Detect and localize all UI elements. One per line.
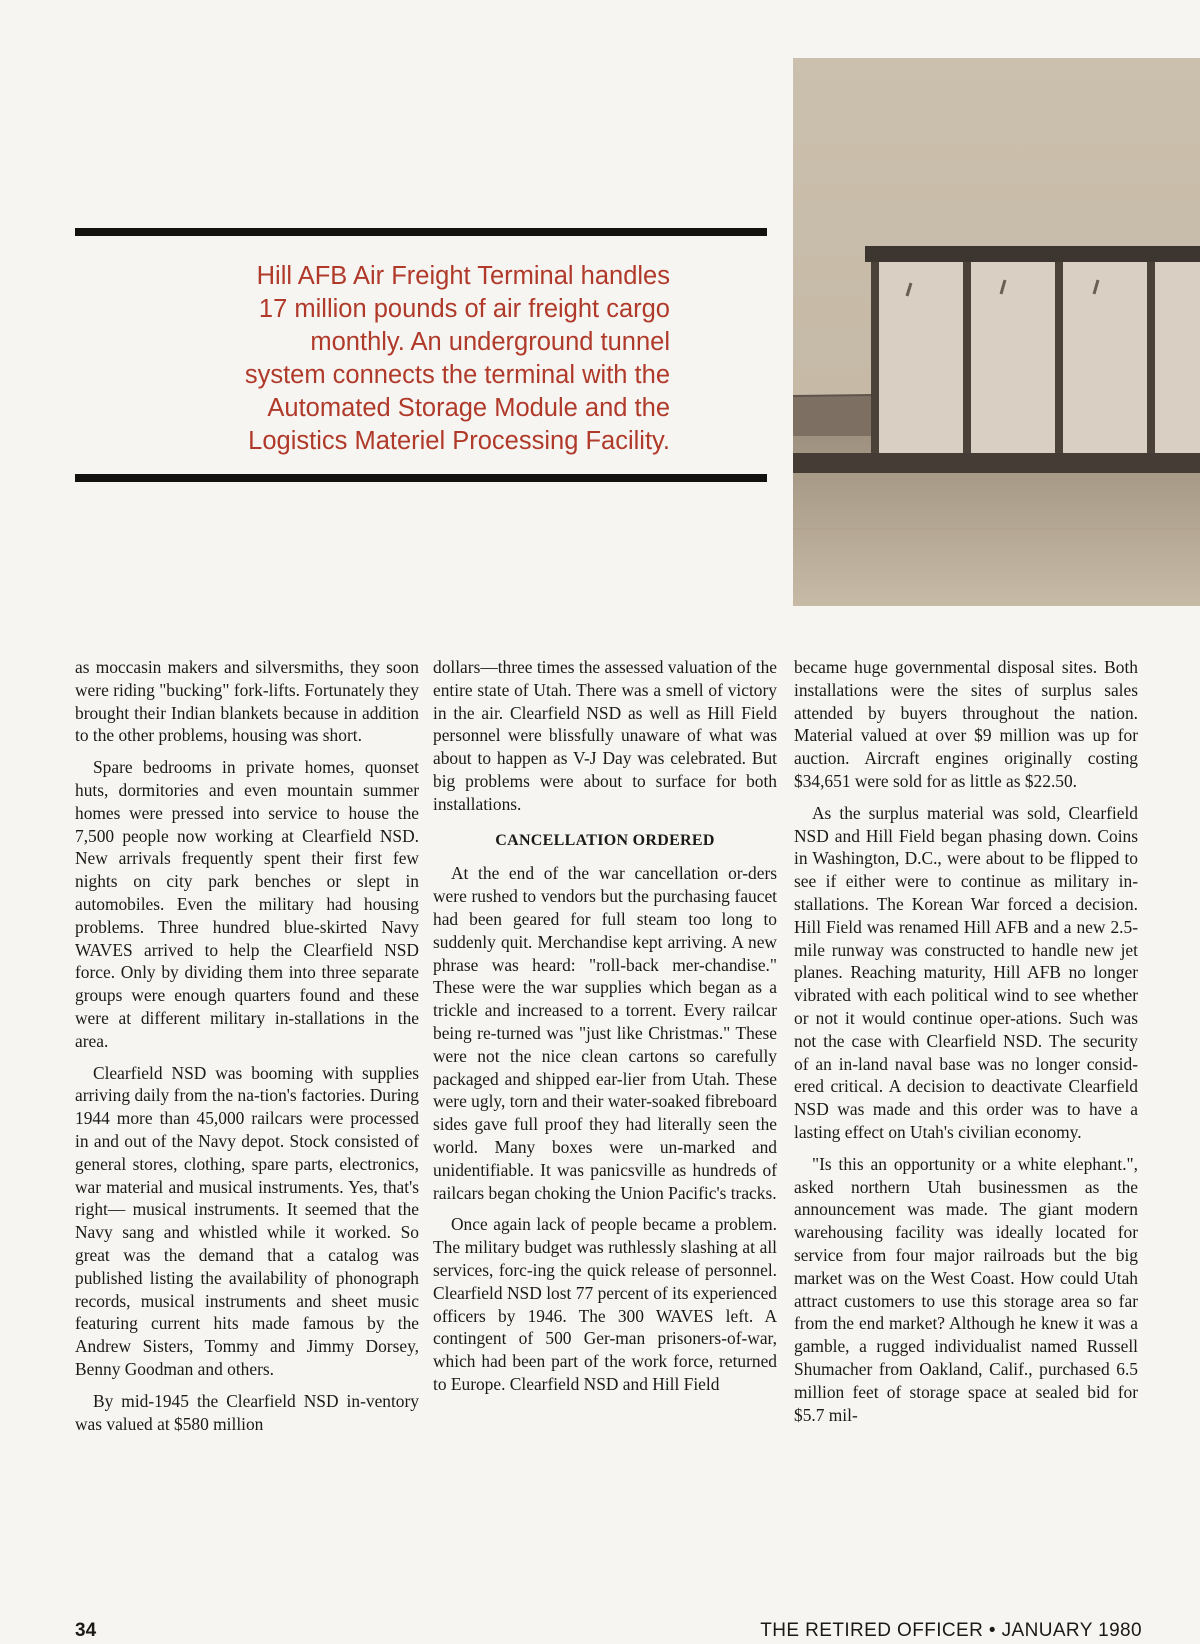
callout-quote — [110, 260, 670, 458]
callout-line: Logistics Materiel Processing Facility. — [248, 427, 670, 455]
callout-line: 17 million pounds of air freight cargo — [258, 295, 670, 323]
paragraph: Once again lack of people became a problem. The military budget was ruthlessly slashing at all services, forc-ing the quick release of personnel. Clearfield NSD lost 77 percent of its experienced officers by 1946. The 300 WAVES left. A contingent of 500 Ger-man prisoners-of-war, which had been part of the work force, returned to Europe. Clearfield NSD and Hill Field — [433, 1214, 777, 1394]
page-footer — [75, 1620, 1142, 1644]
paragraph: Spare bedrooms in private homes, quonset huts, dormitories and even mountain summer homes were pressed into service to house the 7,500 people now working at Clearfield NSD. New arrivals frequently spent their first few nights on city park benches or slept in automobiles. Even the military had housing problems. Three hundred blue-skirted Navy WAVES arrived to help the Clearfield NSD force. Only by dividing them into three separate groups were enough quarters found and these were at different military in-stallations in the area. — [75, 757, 419, 1051]
callout-line: Automated Storage Module and the — [267, 394, 670, 422]
article-column-1 — [75, 656, 419, 1444]
article-column-3 — [794, 656, 1138, 1435]
paragraph: "Is this an opportunity or a white elephant.", asked northern Utah businessmen as the announcement was made. The giant modern warehousing facility was ideally located for service from four major railroads but the big market was on the West Coast. How could Utah attract customers to use this storage area so far from the end market? Although he knew it was a gamble, a rugged individualist named Russell Shumacher from Oakland, Calif., purchased 6.5 million feet of storage space at sealed bid for $5.7 mil- — [794, 1153, 1138, 1425]
terminal-photo — [793, 58, 1200, 606]
paragraph: By mid-1945 the Clearfield NSD in-ventory was valued at $580 million — [75, 1390, 419, 1434]
callout-line: monthly. An underground tunnel — [310, 328, 670, 356]
callout-bottom-rule — [75, 474, 767, 482]
callout-line: system connects the terminal with the — [244, 361, 670, 389]
section-subheading: CANCELLATION ORDERED — [495, 831, 715, 849]
article-column-2 — [433, 656, 777, 1405]
paragraph: dollars—three times the assessed valuation of the entire state of Utah. There was a smell of victory in the air. Clearfield NSD as well as Hill Field personnel were blissfully unaware of what was about to happen as V-J Day was celebrated. But big problems were about to surface for both installations. — [433, 657, 777, 814]
paragraph: As the surplus material was sold, Clearfield NSD and Hill Field began phasing down. Coins in Washington, D.C., were about to be flipped to see if either were to continue as military in-stallations. The Korean War forced a decision. Hill Field was renamed Hill AFB and a new 2.5-mile runway was constructed to handle new jet planes. Reaching maturity, Hill AFB no longer vibrated with each political wind to see whether or not it would continue oper-ations. Such was not the case with Clearfield NSD. The security of an in-land naval base was no longer consid-ered critical. A decision to deactivate Clearfield NSD was made and this order was to have a lasting effect on Utah's civilian economy. — [794, 802, 1138, 1142]
publication-masthead: THE RETIRED OFFICER • JANUARY 1980 — [760, 1620, 1142, 1641]
page-number: 34 — [75, 1620, 97, 1641]
paragraph: as moccasin makers and silversmiths, they soon were riding "bucking" fork-lifts. Fortunately they brought their Indian blankets because in addition to the other problems, housing was short. — [75, 657, 419, 746]
paragraph: At the end of the war cancellation or-ders were rushed to vendors but the purchasing faucet had been geared for full steam too long to suddenly quit. Merchandise kept arriving. A new phrase was heard: "roll-back mer-chandise." These were the war supplies which began as a trickle and increased to a torrent. Every railcar being re-turned was "just like Christmas." These were not the nice clean cartons so carefully packaged and shipped ear-lier from Utah. These were ugly, torn and their water-soaked fibreboard sides gave full proof they had literally seen the world. Many boxes were un-marked and unidentifiable. It was panicsville as hundreds of railcars began choking the Union Pacific's tracks. — [433, 863, 777, 1203]
callout-top-rule — [75, 228, 767, 236]
paragraph: became huge governmental disposal sites. Both installations were the sites of surplus sales attended by buyers throughout the nation. Material valued at over $9 million was up for auction. Aircraft engines originally costing $34,651 were sold for as little as $22.50. — [794, 657, 1138, 791]
paragraph: Clearfield NSD was booming with supplies arriving daily from the na-tion's factories. During 1944 more than 45,000 railcars were processed in and out of the Navy depot. Stock consisted of general stores, clothing, spare parts, electronics, war material and musical instruments. Yes, that's right— musical instruments. It seemed that the Navy sang and whistled while it worked. So great was the demand that a catalog was published listing the availability of phonograph records, musical instruments and sheet music featuring current hits made famous by the Andrew Sisters, Tommy and Jimmy Dorsey, Benny Goodman and others. — [75, 1062, 419, 1379]
callout-line: Hill AFB Air Freight Terminal handles — [256, 262, 670, 290]
